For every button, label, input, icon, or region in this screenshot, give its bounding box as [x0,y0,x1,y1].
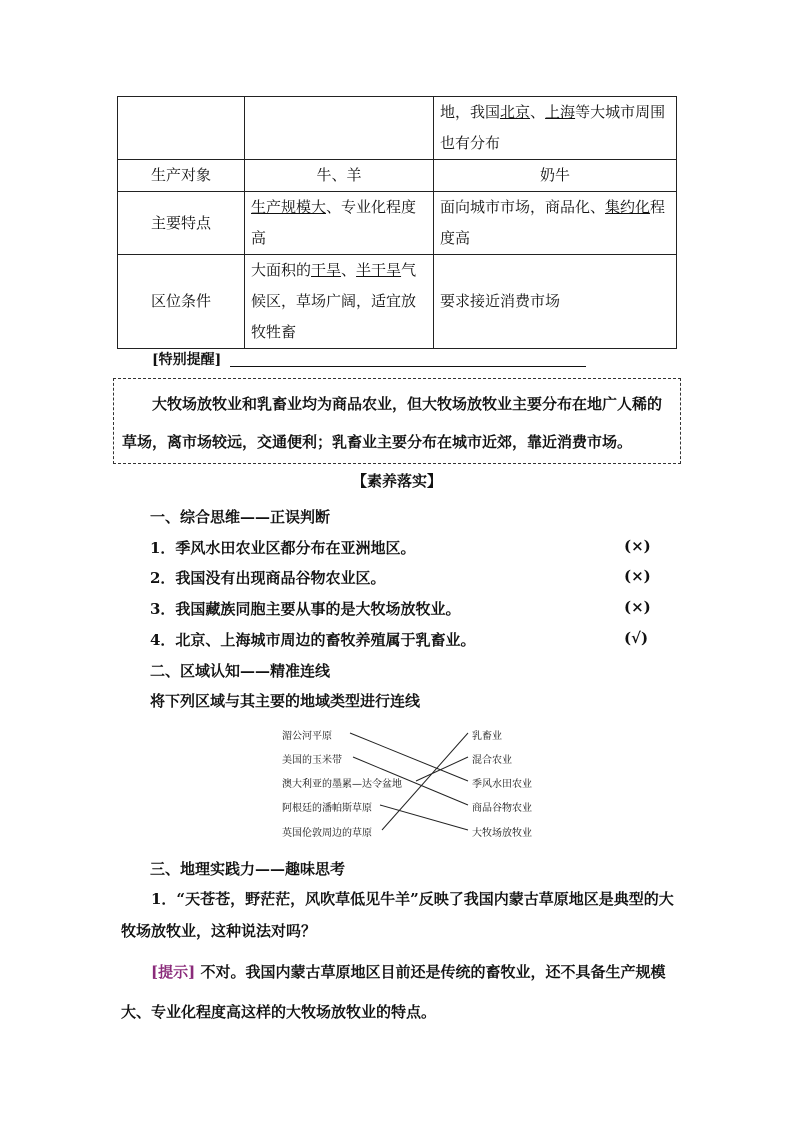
tip-text: 大牧场放牧业和乳畜业均为商品农业，但大牧场放牧业主要分布在地广人稀的草场，离市场较远，交通便利；乳畜业主要分布在城市近郊，靠近消费市场。 [122,395,663,451]
table-cell [245,255,434,349]
region-label: 湄公河平原 [282,731,332,742]
part3-question [121,883,681,947]
table-row [118,160,677,192]
region-label: 阿根廷的潘帕斯草原 [282,803,372,814]
table-cell [245,97,434,160]
part2-heading: 二、区域认知——精准连线 [150,662,331,680]
row-label: 主要特点 [118,192,245,255]
table-row [118,97,677,160]
cell-text: 面向城市市场，商品化、 [440,198,606,216]
matching-diagram [270,720,560,845]
type-label: 乳畜业 [472,731,502,742]
cell-underlined: 干旱 [311,261,342,279]
cell-text: 等大城市周围也有分布 [440,103,666,152]
table-cell [118,97,245,160]
question-item: 4．北京、上海城市周边的畜牧养殖属于乳畜业。 [150,631,476,649]
row-label: 区位条件 [118,255,245,349]
answer-mark: (×) [624,567,651,585]
comparison-table [117,96,677,349]
cell-text: 程度高 [440,198,666,247]
part2-instruction: 将下列区域与其主要的地域类型进行连线 [150,692,421,710]
cell-text: 气候区，草场广阔，适宜放牧牲畜 [251,261,417,341]
cell-text: 大面积的 [251,261,312,279]
cell-underlined: 上海 [545,103,576,121]
cell-underlined: 生产规模大 [251,198,327,216]
table-cell: 要求接近消费市场 [434,255,677,349]
cell-text: 地，我国 [440,103,501,121]
table-row [118,255,677,349]
answer-mark: (×) [624,598,651,616]
type-label: 大牧场放牧业 [472,828,532,839]
region-label: 澳大利亚的墨累—达令盆地 [282,779,402,790]
question-item: 2．我国没有出现商品谷物农业区。 [150,569,386,587]
hint-label: [提示] [151,963,196,981]
region-label: 英国伦敦周边的草原 [282,828,372,839]
row-label: 生产对象 [118,160,245,192]
table-cell [434,97,677,160]
cell-text: 、专业化程度高 [251,198,417,247]
table-cell: 奶牛 [434,160,677,192]
question-item: 1．季风水田农业区都分布在亚洲地区。 [150,539,416,557]
cell-text: 、 [530,103,546,121]
answer-mark: (×) [624,537,651,555]
table-cell [434,192,677,255]
table-row [118,192,677,255]
question-text: 1．“天苍苍，野茫茫，风吹草低见牛羊”反映了我国内蒙古草原地区是典型的大牧场放牧业，这种说法对吗？ [121,890,674,940]
tip-rule [230,366,586,367]
tip-heading: [特别提醒] [152,352,222,368]
cell-text: 、 [341,261,357,279]
section-title: 【素养落实】 [351,472,442,490]
cell-underlined: 集约化 [605,198,651,216]
cell-underlined: 北京 [500,103,531,121]
tip-box [113,378,681,464]
type-label: 混合农业 [472,755,512,766]
answer-mark: (√) [624,629,649,647]
region-label: 美国的玉米带 [282,755,342,766]
table-cell: 牛、羊 [245,160,434,192]
type-label: 商品谷物农业 [472,803,532,814]
type-label: 季风水田农业 [472,779,532,790]
answer-text: 不对。我国内蒙古草原地区目前还是传统的畜牧业，还不具备生产规模大、专业化程度高这样的大牧场放牧业的特点。 [121,963,666,1021]
match-line [350,733,468,781]
part1-heading: 一、综合思维——正误判断 [150,508,331,526]
part3-heading: 三、地理实践力——趣味思考 [150,860,346,878]
question-item: 3．我国藏族同胞主要从事的是大牧场放牧业。 [150,600,461,618]
cell-underlined: 半干旱 [356,261,402,279]
table-cell [245,192,434,255]
part3-answer [121,952,681,1032]
